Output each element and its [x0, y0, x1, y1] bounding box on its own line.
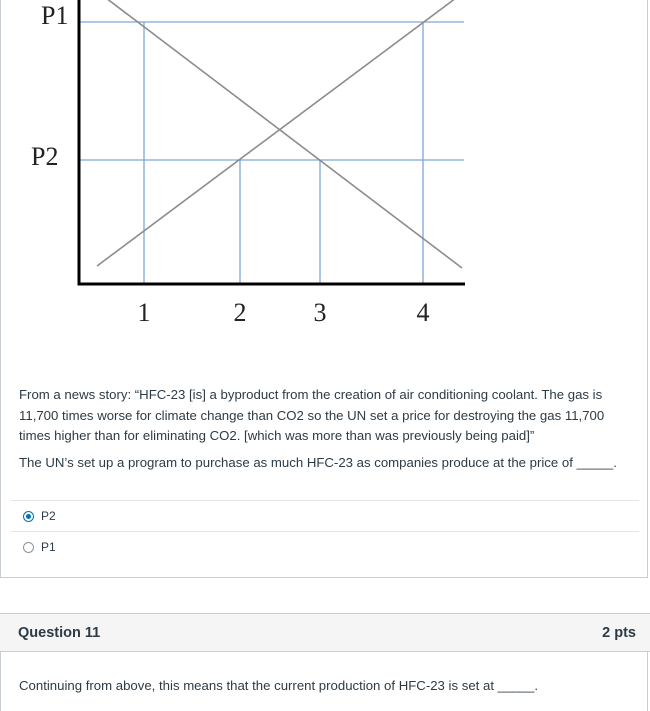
- x-label-1: 1: [137, 298, 151, 327]
- supply-curve: [97, 0, 456, 266]
- x-label-2: 2: [233, 298, 247, 327]
- question-11-body: [0, 651, 648, 711]
- question-text: Continuing from above, this means that the current production of HFC-23 is set at _____.: [19, 678, 538, 693]
- question-title: Question 11: [18, 625, 101, 641]
- question-points: 2 pts: [602, 625, 636, 641]
- answer-option-p2[interactable]: [23, 509, 56, 523]
- radio-unselected-icon[interactable]: [23, 542, 34, 553]
- answer-divider: [11, 531, 639, 532]
- x-label-4: 4: [416, 298, 430, 327]
- radio-selected-icon[interactable]: [23, 511, 34, 522]
- question-prompt-text: The UN’s set up a program to purchase as much HFC-23 as companies produce at the price of _____.: [19, 455, 617, 470]
- x-label-3: 3: [313, 298, 327, 327]
- answer-option-p1[interactable]: [23, 540, 56, 554]
- y-label-p2: P2: [31, 142, 59, 171]
- question-11-header: [0, 613, 650, 652]
- answer-label: P1: [41, 540, 56, 554]
- answer-divider: [11, 500, 639, 501]
- question-story-text: From a news story: “HFC-23 [is] a byproduct from the creation of air conditioning coolant. The gas is 11,700 times worse for climate change than CO2 so the UN set a price for destroying the gas 11,700 times higher than for eliminating CO2. [which was more than was previously being paid]”: [19, 387, 605, 443]
- supply-demand-graph: [1, 0, 649, 338]
- demand-curve: [106, 0, 462, 268]
- y-label-p1: P1: [41, 1, 69, 30]
- answer-label: P2: [41, 509, 56, 523]
